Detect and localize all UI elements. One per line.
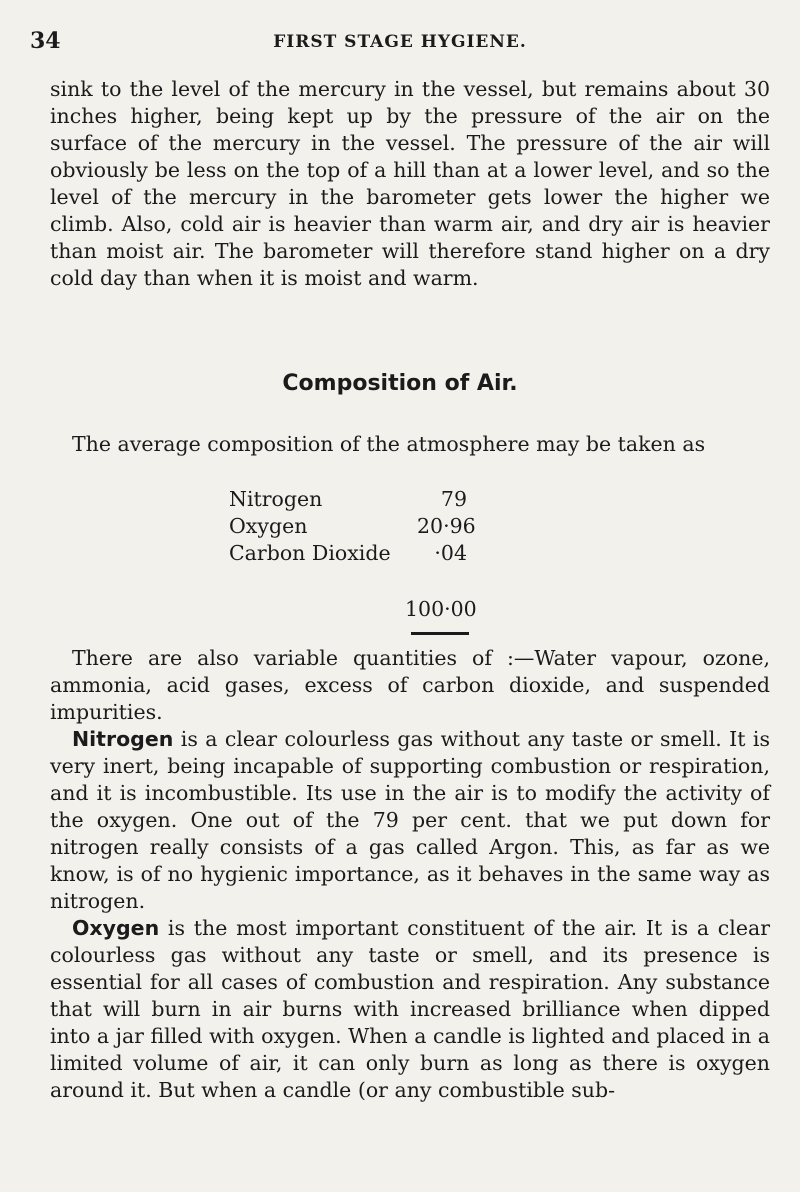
paragraph-oxygen-text <box>50 915 770 1104</box>
gas-amount: ·04 <box>434 541 467 565</box>
term-oxygen: Oxygen <box>72 916 160 940</box>
gas-amount: 79 <box>440 487 467 511</box>
page-header <box>30 28 770 58</box>
paragraph-nitrogen-text <box>50 726 770 915</box>
paragraph-oxygen <box>50 915 770 1104</box>
gas-name: Carbon Dioxide <box>229 541 391 565</box>
section-title: Composition of Air. <box>282 371 518 396</box>
paragraph-barometer-text: sink to the level of the mercury in the vessel, but remains about 30 inches higher, being kept up by the pressure of the air on the surface of the mercury in the vessel. The pressure of the air will obviously be less on the top of a hill than at a lower level, and so the level of the mercury in the barometer gets lower the higher we climb. Also, cold air is heavier than warm air, and dry air is heavier than moist air. The barometer will therefore stand higher on a dry cold day than when it is moist and warm. <box>50 77 770 290</box>
gas-amount: 20·96 <box>417 514 476 538</box>
total-rule <box>411 632 469 635</box>
gas-name: Nitrogen <box>229 487 323 511</box>
paragraph-variable <box>50 645 770 726</box>
composition-row <box>229 540 519 567</box>
paragraph-variable-text: There are also variable quantities of :—Water vapour, ozone, ammonia, acid gases, excess of carbon dioxide, and suspended impurities. <box>50 646 770 724</box>
composition-table <box>229 486 519 567</box>
oxygen-description: is the most important constituent of the air. It is a clear colourless gas without any taste or smell, and its presence is essential for all cases of combustion and respiration. Any substance that will burn in air burns with increased brilliance when dipped into a jar filled with oxygen. When a candle is lighted and placed in a limited volume of air, it can only burn as long as there is oxygen around it. But when a candle (or any combustible sub- <box>50 916 770 1102</box>
page-number: 34 <box>30 28 61 54</box>
composition-row <box>229 486 519 513</box>
nitrogen-description: is a clear colourless gas without any taste or smell. It is very inert, being incapable of supporting combustion or respiration, and it is incombustible. Its use in the air is to modify the activity of the oxygen. One out of the 79 per cent. that we put down for nitrogen really consists of a gas called Argon. This, as far as we know, is of no hygienic importance, as it behaves in the same way as nitrogen. <box>50 727 770 913</box>
paragraph-intro <box>50 431 770 458</box>
term-nitrogen: Nitrogen <box>72 727 174 751</box>
composition-total: 100·00 <box>405 597 477 621</box>
gas-name: Oxygen <box>229 514 308 538</box>
composition-row <box>229 513 519 540</box>
running-head: FIRST STAGE HYGIENE. <box>273 32 527 52</box>
paragraph-intro-text: The average composition of the atmosphere may be taken as <box>72 432 706 456</box>
paragraph-barometer <box>50 76 770 292</box>
paragraph-nitrogen <box>50 726 770 915</box>
